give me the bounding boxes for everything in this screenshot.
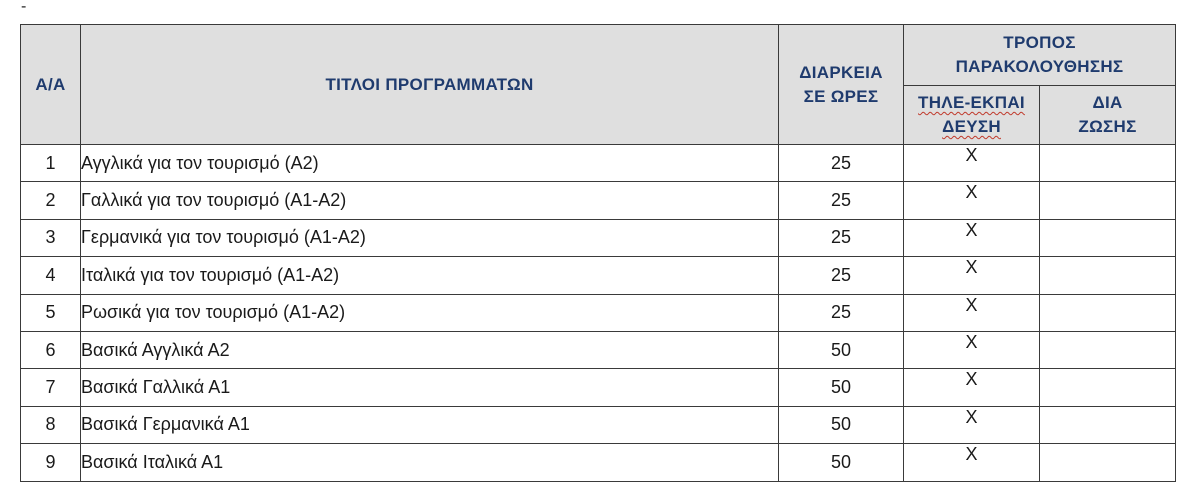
cell-title: Βασικά Ιταλικά Α1 — [81, 444, 779, 481]
cell-live — [1040, 331, 1176, 368]
cell-title: Βασικά Γερμανικά Α1 — [81, 406, 779, 443]
cell-live — [1040, 219, 1176, 256]
header-mode-line1: ΤΡΟΠΟΣ — [1003, 33, 1076, 52]
cell-title: Βασικά Γαλλικά Α1 — [81, 369, 779, 406]
cell-title: Ιταλικά για τον τουρισμό (Α1-Α2) — [81, 257, 779, 294]
cell-title: Βασικά Αγγλικά Α2 — [81, 331, 779, 368]
header-live — [1040, 86, 1176, 145]
cell-aa: 8 — [21, 406, 81, 443]
cell-tele: Χ — [904, 331, 1040, 368]
cell-aa: 4 — [21, 257, 81, 294]
cell-duration: 50 — [779, 444, 904, 481]
table-row — [21, 369, 1176, 406]
header-live-line2: ΖΩΣΗΣ — [1078, 117, 1137, 136]
cell-tele: Χ — [904, 219, 1040, 256]
cell-duration: 25 — [779, 145, 904, 182]
cell-title: Ρωσικά για τον τουρισμό (Α1-Α2) — [81, 294, 779, 331]
cell-live — [1040, 257, 1176, 294]
cell-live — [1040, 406, 1176, 443]
cell-aa: 2 — [21, 182, 81, 219]
header-tele-line1 — [904, 91, 1039, 115]
table-row — [21, 406, 1176, 443]
programs-table — [20, 24, 1176, 482]
header-mode-line2: ΠΑΡΑΚΟΛΟΥΘΗΣΗΣ — [955, 57, 1124, 76]
table-row — [21, 257, 1176, 294]
cell-live — [1040, 294, 1176, 331]
header-live-line1: ΔΙΑ — [1092, 93, 1123, 112]
cell-title: Γερμανικά για τον τουρισμό (Α1-Α2) — [81, 219, 779, 256]
cell-live — [1040, 444, 1176, 481]
cell-live — [1040, 182, 1176, 219]
header-row-1 — [21, 25, 1176, 86]
cell-title: Αγγλικά για τον τουρισμό (Α2) — [81, 145, 779, 182]
header-mode — [904, 25, 1176, 86]
cell-duration: 50 — [779, 406, 904, 443]
cell-tele: Χ — [904, 145, 1040, 182]
header-tele-line1-text: ΤΗΛΕ-ΕΚΠΑΙ — [918, 93, 1025, 112]
header-tele — [904, 86, 1040, 145]
cell-aa: 6 — [21, 331, 81, 368]
cell-aa: 9 — [21, 444, 81, 481]
cell-duration: 25 — [779, 182, 904, 219]
cell-duration: 25 — [779, 257, 904, 294]
table-row — [21, 182, 1176, 219]
cell-duration: 25 — [779, 219, 904, 256]
header-aa: Α/Α — [21, 25, 81, 145]
header-title: ΤΙΤΛΟΙ ΠΡΟΓΡΑΜΜΑΤΩΝ — [81, 25, 779, 145]
cell-duration: 25 — [779, 294, 904, 331]
cell-tele: Χ — [904, 406, 1040, 443]
table-row — [21, 331, 1176, 368]
cell-tele: Χ — [904, 182, 1040, 219]
cell-tele: Χ — [904, 444, 1040, 481]
header-duration — [779, 25, 904, 145]
table-row — [21, 444, 1176, 481]
cell-tele: Χ — [904, 369, 1040, 406]
header-duration-line2: ΣΕ ΩΡΕΣ — [803, 86, 879, 106]
header-duration-line1: ΔΙΑΡΚΕΙΑ — [799, 62, 883, 82]
header-tele-line2 — [904, 115, 1039, 139]
top-dash-mark: - — [21, 0, 27, 15]
header-tele-line2-text: ΔΕΥΣΗ — [942, 117, 1001, 136]
cell-aa: 7 — [21, 369, 81, 406]
cell-live — [1040, 369, 1176, 406]
cell-aa: 3 — [21, 219, 81, 256]
table-row — [21, 294, 1176, 331]
table-header — [21, 25, 1176, 145]
cell-tele: Χ — [904, 294, 1040, 331]
table-body — [21, 145, 1176, 482]
cell-duration: 50 — [779, 331, 904, 368]
cell-duration: 50 — [779, 369, 904, 406]
cell-tele: Χ — [904, 257, 1040, 294]
table-row — [21, 219, 1176, 256]
table-row — [21, 145, 1176, 182]
cell-aa: 1 — [21, 145, 81, 182]
cell-aa: 5 — [21, 294, 81, 331]
cell-live — [1040, 145, 1176, 182]
cell-title: Γαλλικά για τον τουρισμό (Α1-Α2) — [81, 182, 779, 219]
